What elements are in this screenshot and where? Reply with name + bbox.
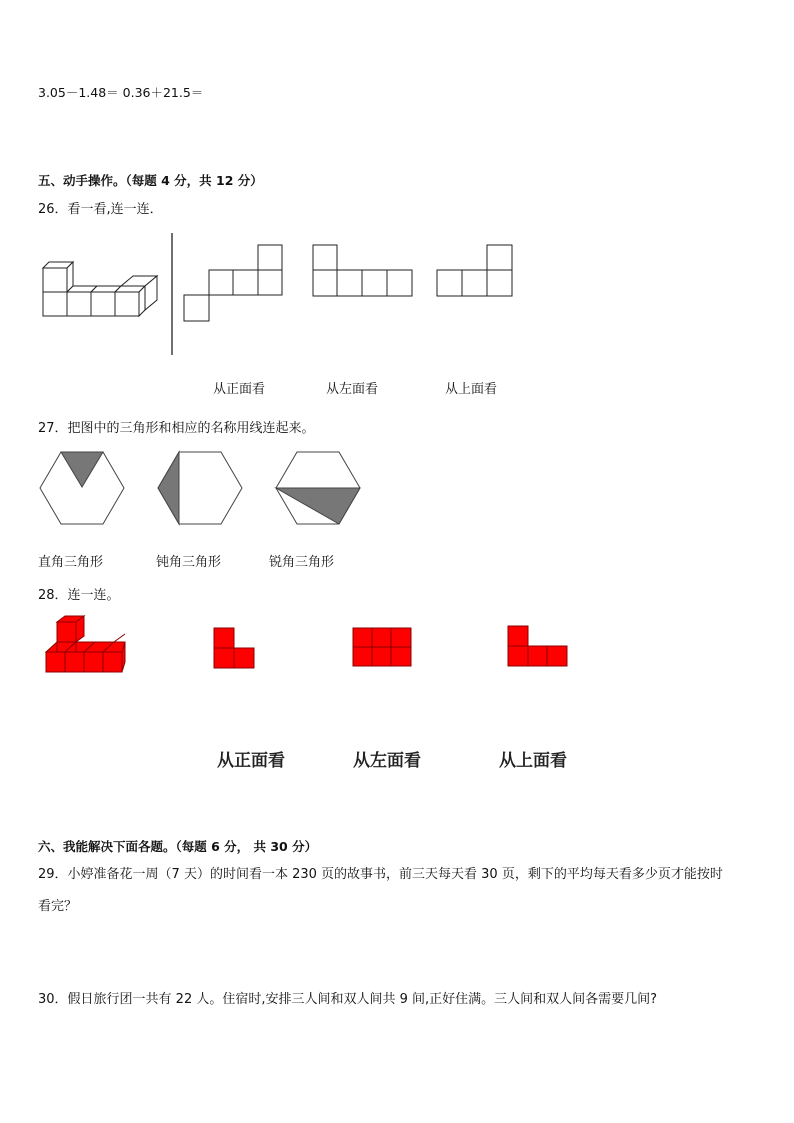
q26-cube-figure — [38, 264, 158, 324]
q28-view-option-b — [352, 627, 412, 667]
q29-text-line-1: 29．小婷准备花一周（7 天）的时间看一本 230 页的故事书，前三天每天看 30 页，剩下的平均每天看多少页才能按时 — [38, 867, 723, 882]
q27-hexagon-b — [157, 451, 243, 525]
q28-prompt: 28．连一连。 — [38, 588, 120, 603]
q30-text: 30．假日旅行团一共有 22 人。住宿时,安排三人间和双人间共 9 间,正好住满。三人间和双人间各需要几间? — [38, 992, 658, 1007]
q28-label-front: 从正面看 — [217, 751, 285, 771]
q28-view-option-c — [507, 625, 568, 667]
q27-name-obtuse-triangle: 钝角三角形 — [156, 555, 222, 570]
q27-name-acute-triangle: 锐角三角形 — [269, 555, 335, 570]
q26-label-front: 从正面看 — [213, 382, 266, 397]
q28-view-option-a — [213, 627, 255, 669]
calculation-line: 3.05－1.48＝ 0.36＋21.5＝ — [38, 85, 204, 100]
q27-hexagon-a — [39, 451, 125, 525]
q27-prompt: 27．把图中的三角形和相应的名称用线连起来。 — [38, 421, 315, 436]
section-6-heading: 六、我能解决下面各题。（每题 6 分， 共 30 分） — [38, 839, 318, 854]
q29-text-line-2: 看完？ — [38, 899, 78, 914]
q26-label-top: 从上面看 — [445, 382, 498, 397]
q26-prompt: 26．看一看,连一连． — [38, 202, 163, 217]
section-5-heading: 五、动手操作。（每题 4 分，共 12 分） — [38, 173, 263, 188]
q28-red-cube-figure — [45, 614, 127, 674]
q26-view-option-b — [312, 245, 414, 297]
q28-label-left: 从左面看 — [353, 751, 421, 771]
q26-view-option-a — [183, 245, 283, 322]
q26-label-left: 从左面看 — [326, 382, 379, 397]
q26-view-option-c — [436, 245, 513, 297]
q27-name-right-triangle: 直角三角形 — [38, 555, 104, 570]
q28-label-top: 从上面看 — [499, 751, 567, 771]
q26-divider-line — [170, 233, 174, 355]
q27-hexagon-c — [275, 451, 361, 525]
